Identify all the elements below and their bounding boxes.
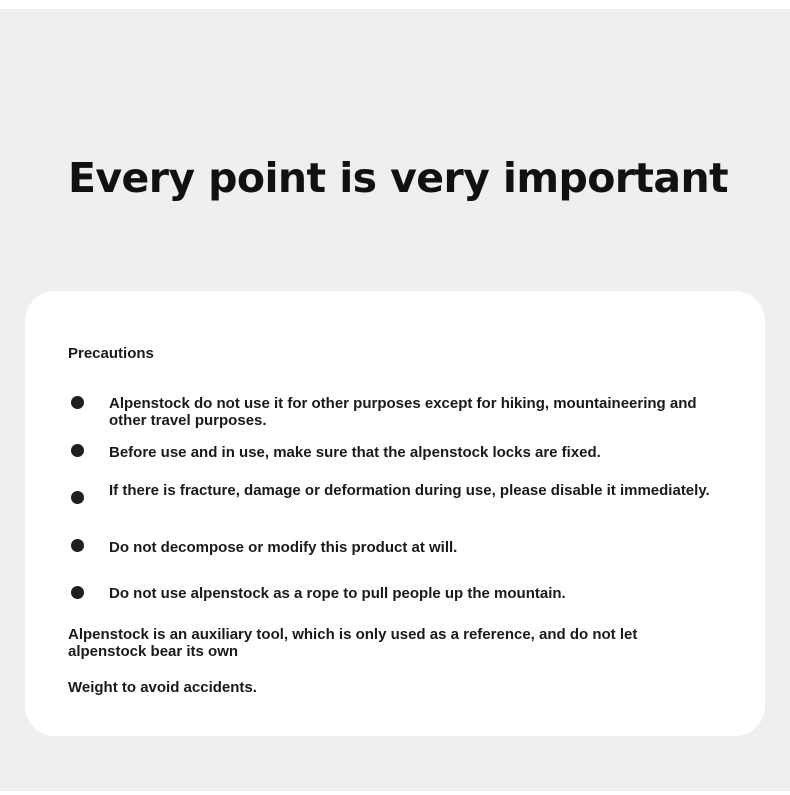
precautions-card bbox=[25, 291, 765, 736]
precautions-title: Precautions bbox=[68, 345, 154, 362]
bullet-dot-icon bbox=[71, 444, 84, 457]
list-item-text: Do not decompose or modify this product at will. bbox=[109, 539, 458, 556]
bullet-dot-icon bbox=[71, 491, 84, 504]
bullet-dot-icon bbox=[71, 539, 84, 552]
list-item-text: If there is fracture, damage or deformation during use, please disable it immediately. bbox=[109, 482, 710, 499]
bullet-dot-icon bbox=[71, 586, 84, 599]
usage-note: Alpenstock is an auxiliary tool, which is only used as a reference, and do not let alpenstock bear its own bbox=[68, 626, 638, 660]
bullet-dot-icon bbox=[71, 396, 84, 409]
usage-note-continued: Weight to avoid accidents. bbox=[68, 679, 257, 696]
list-item-text: Before use and in use, make sure that the alpenstock locks are fixed. bbox=[109, 444, 601, 461]
list-item-text: Alpenstock do not use it for other purposes except for hiking, mountaineering and other travel purposes. bbox=[109, 395, 697, 429]
page-title: Every point is very important bbox=[68, 154, 729, 202]
list-item-text: Do not use alpenstock as a rope to pull people up the mountain. bbox=[109, 585, 566, 602]
